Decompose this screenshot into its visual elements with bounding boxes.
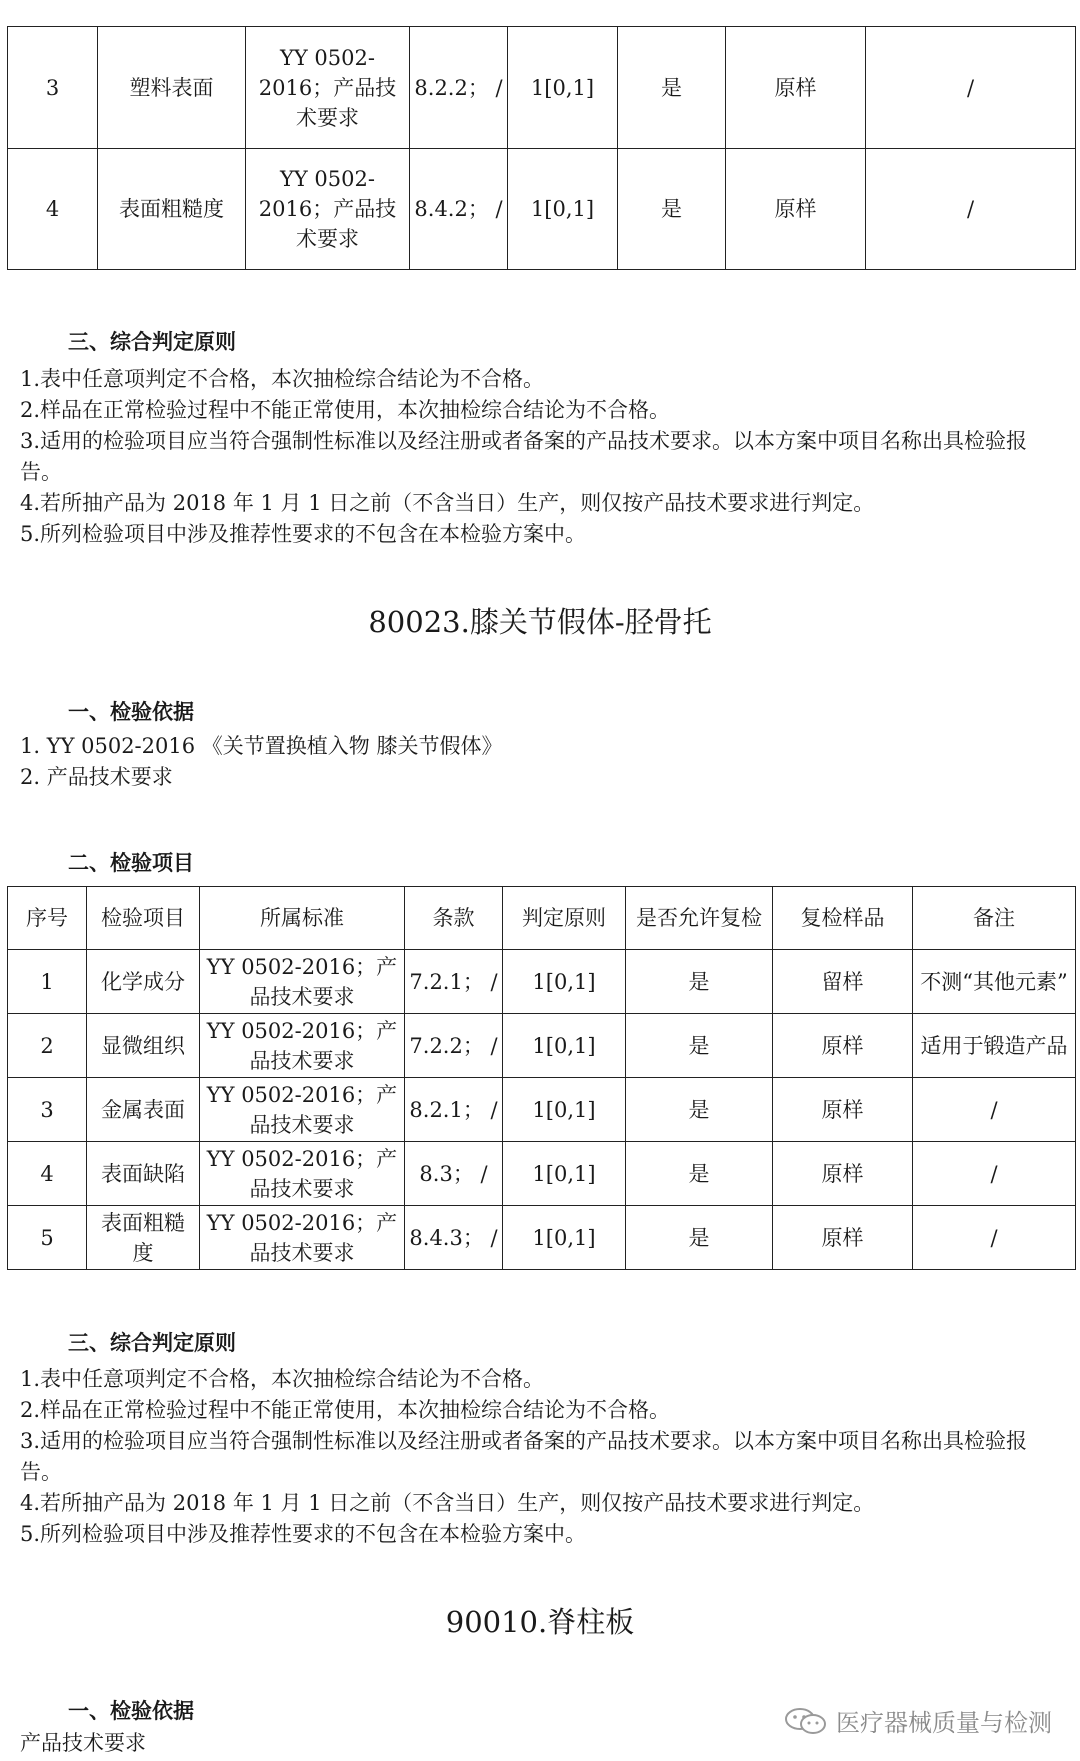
cell-standard: YY 0502-2016；产品技术要求 xyxy=(200,1014,405,1078)
cell-no: 4 xyxy=(8,149,98,270)
judge-line: 1.表中任意项判定不合格，本次抽检综合结论为不合格。 xyxy=(20,1367,545,1391)
cell-sample: 原样 xyxy=(773,1078,913,1142)
judge-line: 5.所列检验项目中涉及推荐性要求的不包含在本检验方案中。 xyxy=(20,522,587,546)
cell-note: 不测“其他元素” xyxy=(913,950,1076,1014)
cell-recheck: 是 xyxy=(626,950,773,1014)
cell-note: / xyxy=(866,149,1076,270)
cell-note: / xyxy=(866,27,1076,149)
cell-rule: 1[0,1] xyxy=(503,950,626,1014)
product-title: 80023.膝关节假体-胫骨托 xyxy=(368,605,712,639)
table-row xyxy=(8,149,1076,270)
header-cell: 序号 xyxy=(8,887,87,950)
watermark-text: 医疗器械质量与检测 xyxy=(836,1709,1052,1737)
header-cell: 检验项目 xyxy=(87,887,200,950)
cell-recheck: 是 xyxy=(618,149,726,270)
cell-clause: 8.2.2； / xyxy=(410,27,508,149)
cell-note: 适用于锻造产品 xyxy=(913,1014,1076,1078)
cell-no: 1 xyxy=(8,950,87,1014)
judge-heading: 三、综合判定原则 xyxy=(68,330,236,354)
judge-heading: 三、综合判定原则 xyxy=(68,1331,236,1355)
cell-clause: 8.3； / xyxy=(405,1142,503,1206)
basis-heading: 一、检验依据 xyxy=(68,700,194,724)
cell-rule: 1[0,1] xyxy=(503,1142,626,1206)
cell-no: 3 xyxy=(8,27,98,149)
table-row xyxy=(8,950,1076,1014)
cell-item: 金属表面 xyxy=(87,1078,200,1142)
watermark xyxy=(784,1703,1052,1738)
cell-sample: 原样 xyxy=(726,149,866,270)
cell-clause: 8.2.1； / xyxy=(405,1078,503,1142)
top-table xyxy=(7,26,1076,270)
cell-recheck: 是 xyxy=(626,1142,773,1206)
cell-standard: YY 0502-2016；产品技术要求 xyxy=(200,950,405,1014)
judge-line: 4.若所抽产品为 2018 年 1 月 1 日之前（不含当日）生产，则仅按产品技术要求进行判定。 xyxy=(20,491,875,515)
judge-line: 2.样品在正常检验过程中不能正常使用，本次抽检综合结论为不合格。 xyxy=(20,1398,671,1422)
judge-line: 3.适用的检验项目应当符合强制性标准以及经注册或者备案的产品技术要求。以本方案中项目名称出具检验报告。 xyxy=(20,429,1028,484)
cell-rule: 1[0,1] xyxy=(508,149,618,270)
cell-no: 5 xyxy=(8,1206,87,1270)
cell-no: 4 xyxy=(8,1142,87,1206)
cell-note: / xyxy=(913,1206,1076,1270)
header-cell: 条款 xyxy=(405,887,503,950)
table-row xyxy=(8,1014,1076,1078)
cell-sample: 原样 xyxy=(726,27,866,149)
cell-rule: 1[0,1] xyxy=(503,1078,626,1142)
cell-no: 2 xyxy=(8,1014,87,1078)
judge-line: 4.若所抽产品为 2018 年 1 月 1 日之前（不含当日）生产，则仅按产品技术要求进行判定。 xyxy=(20,1491,875,1515)
cell-recheck: 是 xyxy=(626,1206,773,1270)
table-row xyxy=(8,27,1076,149)
header-cell: 备注 xyxy=(913,887,1076,950)
items-table xyxy=(7,886,1076,1270)
cell-item: 化学成分 xyxy=(87,950,200,1014)
cell-item: 显微组织 xyxy=(87,1014,200,1078)
header-cell: 判定原则 xyxy=(503,887,626,950)
cell-standard: YY 0502-2016；产品技术要求 xyxy=(246,27,410,149)
cell-item: 表面粗糙度 xyxy=(87,1206,200,1270)
table-header-row xyxy=(8,887,1076,950)
cell-recheck: 是 xyxy=(618,27,726,149)
basis-line: 产品技术要求 xyxy=(20,1731,146,1755)
cell-item: 表面粗糙度 xyxy=(98,149,246,270)
table-row xyxy=(8,1206,1076,1270)
cell-standard: YY 0502-2016；产品技术要求 xyxy=(200,1206,405,1270)
cell-clause: 8.4.2； / xyxy=(410,149,508,270)
header-cell: 复检样品 xyxy=(773,887,913,950)
cell-recheck: 是 xyxy=(626,1014,773,1078)
basis-line: 1. YY 0502-2016 《关节置换植入物 膝关节假体》 xyxy=(20,734,503,758)
cell-clause: 7.2.1； / xyxy=(405,950,503,1014)
table-row xyxy=(8,1142,1076,1206)
cell-clause: 8.4.3； / xyxy=(405,1206,503,1270)
basis-line: 2. 产品技术要求 xyxy=(20,765,173,789)
cell-no: 3 xyxy=(8,1078,87,1142)
cell-standard: YY 0502-2016；产品技术要求 xyxy=(200,1078,405,1142)
cell-note: / xyxy=(913,1142,1076,1206)
product-title: 90010.脊柱板 xyxy=(445,1605,635,1639)
cell-item: 表面缺陷 xyxy=(87,1142,200,1206)
cell-sample: 留样 xyxy=(773,950,913,1014)
judge-line: 3.适用的检验项目应当符合强制性标准以及经注册或者备案的产品技术要求。以本方案中项目名称出具检验报告。 xyxy=(20,1429,1028,1484)
wechat-icon xyxy=(784,1707,828,1735)
cell-rule: 1[0,1] xyxy=(503,1206,626,1270)
basis-heading: 一、检验依据 xyxy=(68,1699,194,1723)
cell-sample: 原样 xyxy=(773,1014,913,1078)
header-cell: 所属标准 xyxy=(200,887,405,950)
cell-standard: YY 0502-2016；产品技术要求 xyxy=(246,149,410,270)
cell-rule: 1[0,1] xyxy=(508,27,618,149)
items-heading: 二、检验项目 xyxy=(68,851,194,875)
cell-standard: YY 0502-2016；产品技术要求 xyxy=(200,1142,405,1206)
cell-sample: 原样 xyxy=(773,1206,913,1270)
cell-clause: 7.2.2； / xyxy=(405,1014,503,1078)
judge-line: 5.所列检验项目中涉及推荐性要求的不包含在本检验方案中。 xyxy=(20,1522,587,1546)
judge-line: 2.样品在正常检验过程中不能正常使用，本次抽检综合结论为不合格。 xyxy=(20,398,671,422)
cell-rule: 1[0,1] xyxy=(503,1014,626,1078)
header-cell: 是否允许复检 xyxy=(626,887,773,950)
table-row xyxy=(8,1078,1076,1142)
cell-sample: 原样 xyxy=(773,1142,913,1206)
cell-note: / xyxy=(913,1078,1076,1142)
cell-item: 塑料表面 xyxy=(98,27,246,149)
cell-recheck: 是 xyxy=(626,1078,773,1142)
judge-line: 1.表中任意项判定不合格，本次抽检综合结论为不合格。 xyxy=(20,367,545,391)
